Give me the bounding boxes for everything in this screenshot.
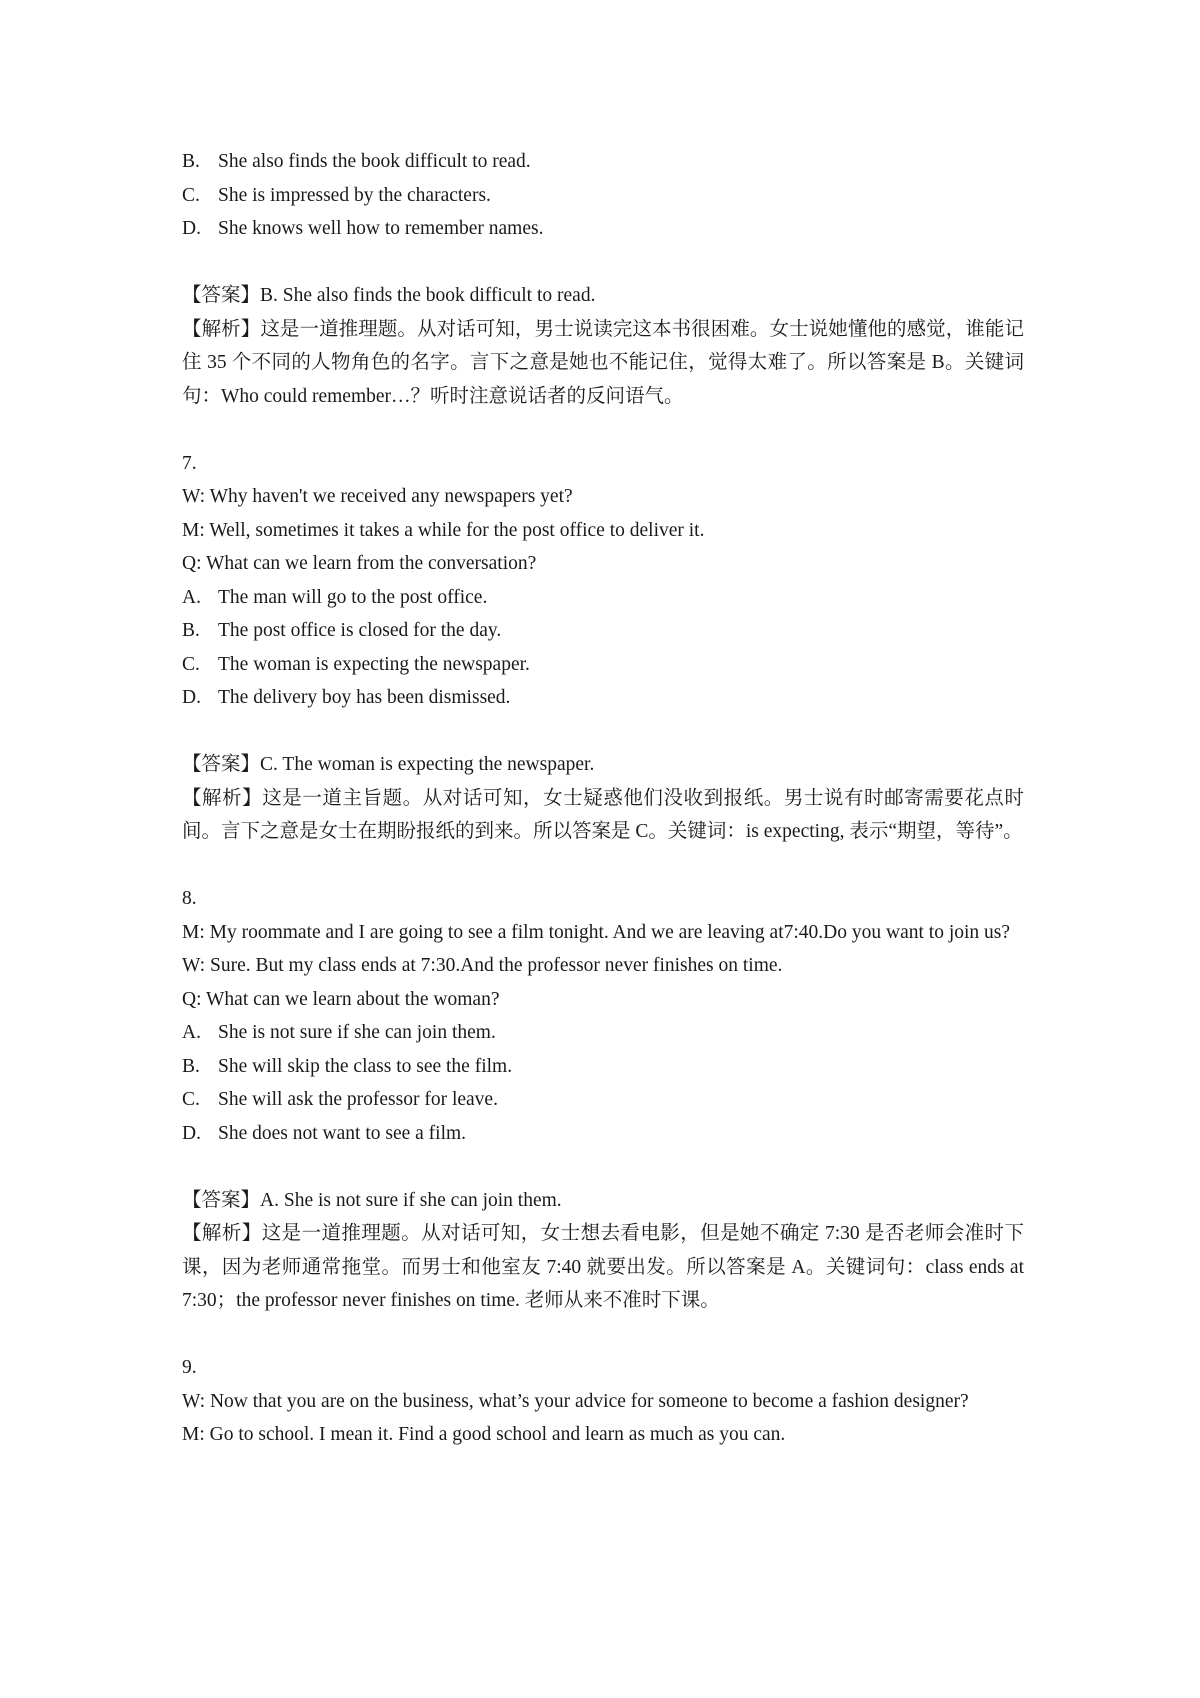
q7-option-a [182, 581, 1024, 615]
q7-option-d [182, 681, 1024, 715]
q7-dialogue-w: W: Why haven't we received any newspapers yet? [182, 486, 573, 507]
spacer [182, 1150, 1024, 1184]
answer-text: A. She is not sure if she can join them. [260, 1189, 562, 1211]
analysis-tag: 【解析】 [182, 318, 261, 340]
option-text: The delivery boy has been dismissed. [218, 687, 511, 708]
q7-analysis [182, 782, 1024, 849]
analysis-tag: 【解析】 [182, 1223, 262, 1244]
option-text: She also finds the book difficult to read. [218, 151, 531, 172]
q8-option-b [182, 1050, 1024, 1084]
q8-option-a [182, 1016, 1024, 1050]
option-text: She does not want to see a film. [218, 1122, 467, 1144]
option-letter: B. [182, 620, 200, 641]
option-letter: D. [182, 1122, 201, 1144]
q9-number: 9. [182, 1357, 197, 1378]
q8-option-c [182, 1083, 1024, 1117]
option-text: The woman is expecting the newspaper. [218, 653, 530, 675]
option-letter: D. [182, 687, 201, 708]
q6-option-c [182, 179, 1024, 213]
option-letter: C. [182, 1089, 200, 1110]
option-letter: A. [182, 586, 201, 608]
option-text: She is impressed by the characters. [218, 184, 491, 206]
q7-number: 7. [182, 452, 197, 474]
option-letter: B. [182, 1055, 200, 1077]
q9-dialogue-m: M: Go to school. I mean it. Find a good school and learn as much as you can. [182, 1424, 786, 1445]
answer-tag: 【答案】 [182, 1189, 261, 1211]
option-text: The post office is closed for the day. [218, 620, 502, 641]
q8-answer [182, 1184, 1024, 1218]
option-text: She knows well how to remember names. [218, 218, 544, 239]
option-text: She will skip the class to see the film. [218, 1055, 513, 1077]
option-letter: C. [182, 184, 200, 206]
q8-analysis [182, 1217, 1024, 1318]
q9-dialogue-w: W: Now that you are on the business, what’s your advice for someone to become a fashion designer? [182, 1390, 969, 1412]
spacer [182, 413, 1024, 447]
document-page [182, 145, 1024, 1452]
analysis-text: 这是一道推理题。从对话可知，女士想去看电影，但是她不确定 7:30 是否老师会准时下课，因为老师通常拖堂。而男士和他室友 7:40 就要出发。所以答案是 A。关键词句：class ends at 7:30；the professor never finishes on time. 老师从来不准时下课。 [182, 1223, 1024, 1311]
spacer [182, 246, 1024, 280]
answer-tag: 【答案】 [182, 285, 261, 306]
option-letter: B. [182, 151, 200, 172]
q8-question: Q: What can we learn about the woman? [182, 988, 500, 1010]
option-text: She will ask the professor for leave. [218, 1089, 498, 1110]
q6-options [182, 145, 1024, 246]
analysis-tag: 【解析】 [182, 787, 263, 809]
q8-dialogue-m: M: My roommate and I are going to see a film tonight. And we are leaving at7:40.Do you want to join us? [182, 921, 1011, 943]
q6-option-d [182, 212, 1024, 246]
option-text: She is not sure if she can join them. [218, 1022, 496, 1043]
q7-option-c [182, 648, 1024, 682]
analysis-text: 这是一道推理题。从对话可知，男士说读完这本书很困难。女士说她懂他的感觉，谁能记住 35 个不同的人物角色的名字。言下之意是她也不能记住，觉得太难了。所以答案是 B。关键词句：Who could remember…？听时注意说话者的反问语气。 [182, 318, 1024, 407]
answer-tag: 【答案】 [182, 754, 261, 775]
spacer [182, 715, 1024, 749]
option-letter: A. [182, 1022, 201, 1043]
q6-option-b [182, 145, 1024, 179]
answer-text: C. The woman is expecting the newspaper. [260, 754, 595, 775]
answer-text: B. She also finds the book difficult to read. [260, 285, 596, 306]
spacer [182, 1318, 1024, 1352]
q6-answer [182, 279, 1024, 313]
q7-answer [182, 748, 1024, 782]
option-letter: C. [182, 653, 200, 675]
spacer [182, 849, 1024, 883]
q7-option-b [182, 614, 1024, 648]
q7-question: Q: What can we learn from the conversation? [182, 553, 537, 574]
q8-dialogue-w: W: Sure. But my class ends at 7:30.And the professor never finishes on time. [182, 955, 783, 976]
q8-option-d [182, 1117, 1024, 1151]
q7-dialogue-m: M: Well, sometimes it takes a while for the post office to deliver it. [182, 519, 705, 541]
option-text: The man will go to the post office. [218, 586, 488, 608]
q6-analysis [182, 313, 1024, 414]
option-letter: D. [182, 218, 201, 239]
q8-number: 8. [182, 888, 197, 909]
analysis-text: 这是一道主旨题。从对话可知，女士疑惑他们没收到报纸。男士说有时邮寄需要花点时间。言下之意是女士在期盼报纸的到来。所以答案是 C。关键词：is expecting, 表示“期望，等待”。 [182, 787, 1024, 842]
